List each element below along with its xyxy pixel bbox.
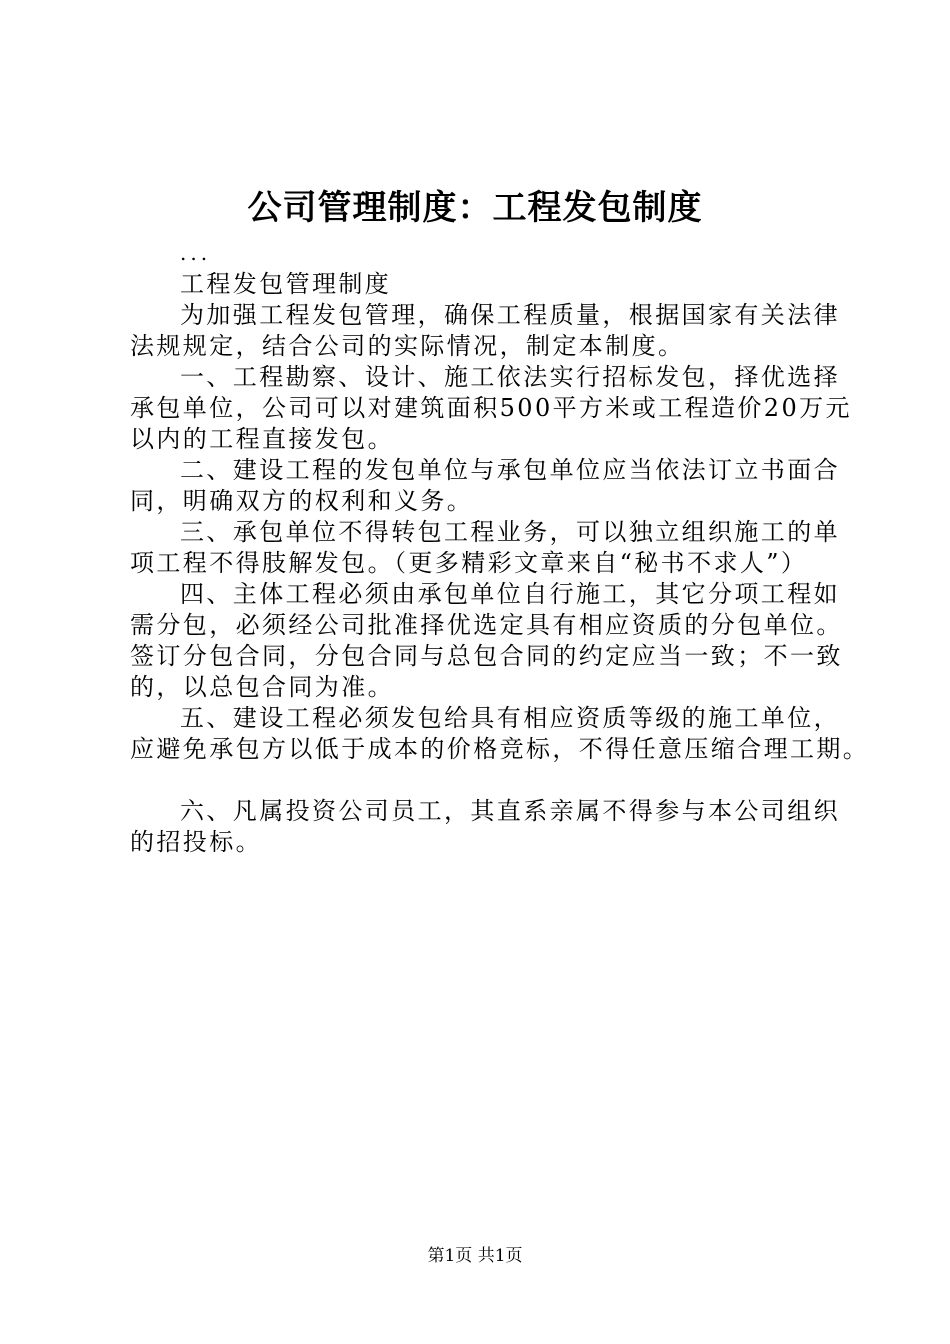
paragraph-line: 同，明确双方的权利和义务。 bbox=[130, 487, 474, 515]
paragraph-line: 应避免承包方以低于成本的价格竞标，不得任意压缩合理工期。 bbox=[130, 735, 870, 763]
paragraph-line: 四、主体工程必须由承包单位自行施工，其它分项工程如 bbox=[180, 580, 840, 608]
paragraph-line: 的，以总包合同为准。 bbox=[130, 673, 394, 701]
paragraph-line: 一、工程勘察、设计、施工依法实行招标发包，择优选择 bbox=[180, 363, 840, 391]
page-footer: 第1页 共1页 bbox=[427, 1246, 523, 1266]
blank-line bbox=[130, 765, 842, 796]
paragraph-line: 三、承包单位不得转包工程业务，可以独立组织施工的单 bbox=[180, 518, 840, 546]
paragraph-line: 六、凡属投资公司员工，其直系亲属不得参与本公司组织 bbox=[180, 797, 840, 825]
paragraph-line: 为加强工程发包管理，确保工程质量，根据国家有关法律 bbox=[180, 301, 840, 329]
paragraph-line: 以内的工程直接发包。 bbox=[130, 425, 394, 453]
paragraph-line: 项工程不得肢解发包。（更多精彩文章来自“秘书不求人”） bbox=[130, 549, 808, 577]
paragraph-line: 需分包，必须经公司批准择优选定具有相应资质的分包单位。 bbox=[130, 611, 843, 639]
document-title: 公司管理制度：工程发包制度 bbox=[247, 188, 703, 228]
paragraph-line: 二、建设工程的发包单位与承包单位应当依法订立书面合 bbox=[180, 456, 840, 484]
paragraph-line: 的招投标。 bbox=[130, 828, 262, 856]
paragraph-line: 工程发包管理制度 bbox=[180, 270, 392, 298]
body-lines bbox=[130, 269, 870, 858]
ellipsis-text: ... bbox=[180, 241, 212, 265]
paragraph-line: 签订分包合同，分包合同与总包合同的约定应当一致；不一致 bbox=[130, 642, 843, 670]
document-body bbox=[130, 238, 870, 858]
paragraph-line: 五、建设工程必须发包给具有相应资质等级的施工单位， bbox=[180, 704, 840, 732]
paragraph-line: 承包单位，公司可以对建筑面积500平方米或工程造价20万元 bbox=[130, 394, 852, 422]
paragraph-line: 法规规定，结合公司的实际情况，制定本制度。 bbox=[130, 332, 685, 360]
